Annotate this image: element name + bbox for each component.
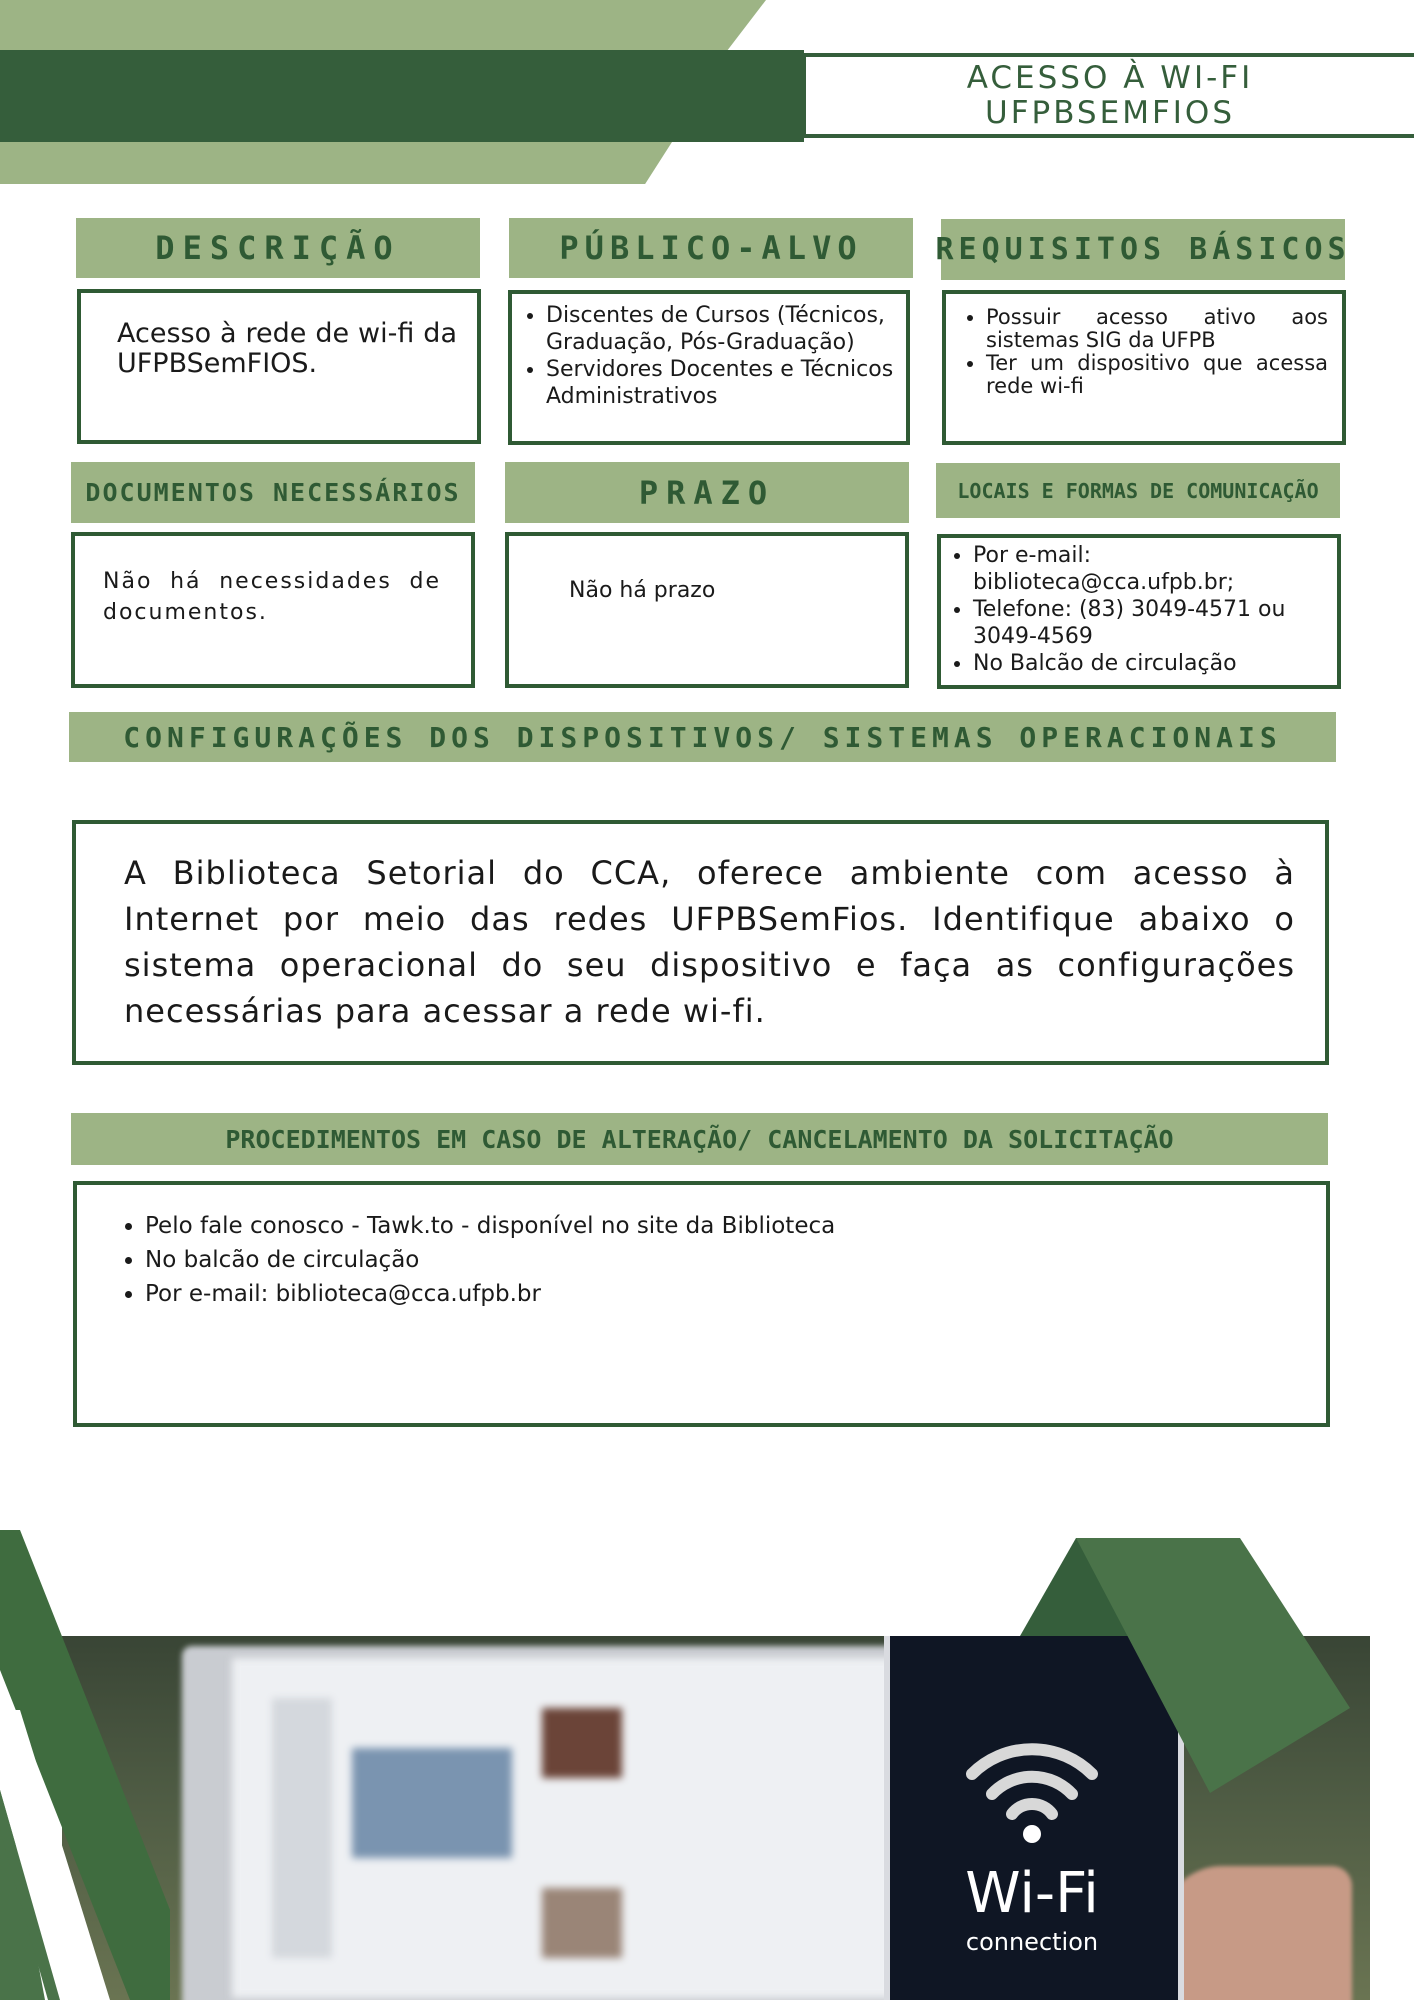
list-item: • Servidores Docentes e Técnicos Administrativos bbox=[546, 356, 902, 410]
requisitos-box bbox=[942, 290, 1346, 445]
list-item: • Por e-mail: biblioteca@cca.ufpb.br bbox=[145, 1277, 1326, 1311]
publico-box bbox=[508, 290, 910, 445]
title-line-2: UFPBSEMFIOS bbox=[985, 94, 1235, 131]
descricao-box bbox=[77, 289, 481, 444]
list-item: • No balcão de circulação bbox=[145, 1243, 1326, 1277]
list-item: • Possuir acesso ativo aos sistemas SIG da UFPB bbox=[986, 306, 1328, 352]
documentos-heading: DOCUMENTOS NECESSÁRIOS bbox=[71, 462, 475, 523]
locais-heading: LOCAIS E FORMAS DE COMUNICAÇÃO bbox=[936, 463, 1340, 518]
locais-box bbox=[937, 534, 1341, 689]
hand-image bbox=[1162, 1866, 1352, 2000]
locais-list bbox=[941, 542, 1331, 677]
list-item: • Discentes de Cursos (Técnicos, Graduação, Pós-Graduação) bbox=[546, 302, 902, 356]
prazo-box bbox=[505, 532, 909, 688]
wifi-title: Wi-Fi bbox=[965, 1861, 1099, 1926]
list-item: • No Balcão de circulação bbox=[973, 650, 1331, 677]
requisitos-heading: REQUISITOS BÁSICOS bbox=[941, 219, 1345, 280]
prazo-text: Não há prazo bbox=[569, 578, 716, 603]
list-item: • Ter um dispositivo que acessa rede wi-fi bbox=[986, 352, 1328, 398]
documentos-box bbox=[71, 532, 475, 688]
procedimentos-box bbox=[73, 1181, 1330, 1427]
list-item: • Pelo fale conosco - Tawk.to - disponível no site da Biblioteca bbox=[145, 1209, 1326, 1243]
publico-heading: PÚBLICO-ALVO bbox=[509, 218, 913, 278]
header-band-bottom bbox=[0, 142, 672, 184]
prazo-heading: PRAZO bbox=[505, 462, 909, 523]
publico-list bbox=[520, 302, 902, 410]
descricao-text: Acesso à rede de wi-fi da UFPBSemFIOS. bbox=[117, 318, 457, 379]
configuracoes-text: A Biblioteca Setorial do CCA, oferece ambiente com acesso à Internet por meio das redes UFPBSemFios. Identifique abaixo o sistema operacional do seu dispositivo e faça as configurações necessárias para acessar a rede wi-fi. bbox=[124, 854, 1295, 1030]
configuracoes-heading: CONFIGURAÇÕES DOS DISPOSITIVOS/ SISTEMAS OPERACIONAIS bbox=[69, 712, 1336, 762]
page-title bbox=[802, 53, 1414, 138]
header-band-top bbox=[0, 0, 766, 50]
decor-right-stripes bbox=[1020, 1538, 1350, 1798]
wifi-subtitle: connection bbox=[965, 1928, 1099, 1956]
descricao-heading: DESCRIÇÃO bbox=[76, 218, 480, 278]
list-item: • Por e-mail: biblioteca@cca.ufpb.br; bbox=[973, 542, 1331, 596]
title-line-1: ACESSO À WI-FI bbox=[966, 59, 1254, 96]
procedimentos-list bbox=[119, 1209, 1326, 1311]
header-band-dark bbox=[0, 50, 804, 142]
procedimentos-heading: PROCEDIMENTOS EM CASO DE ALTERAÇÃO/ CANCELAMENTO DA SOLICITAÇÃO bbox=[71, 1113, 1328, 1165]
laptop-screen bbox=[232, 1658, 892, 1998]
list-item: • Telefone: (83) 3049-4571 ou 3049-4569 bbox=[973, 596, 1331, 650]
decor-left-stripes bbox=[0, 1530, 170, 2000]
configuracoes-box bbox=[72, 820, 1329, 1065]
documentos-text: Não há necessidades de documentos. bbox=[103, 569, 441, 625]
requisitos-list bbox=[960, 306, 1328, 398]
